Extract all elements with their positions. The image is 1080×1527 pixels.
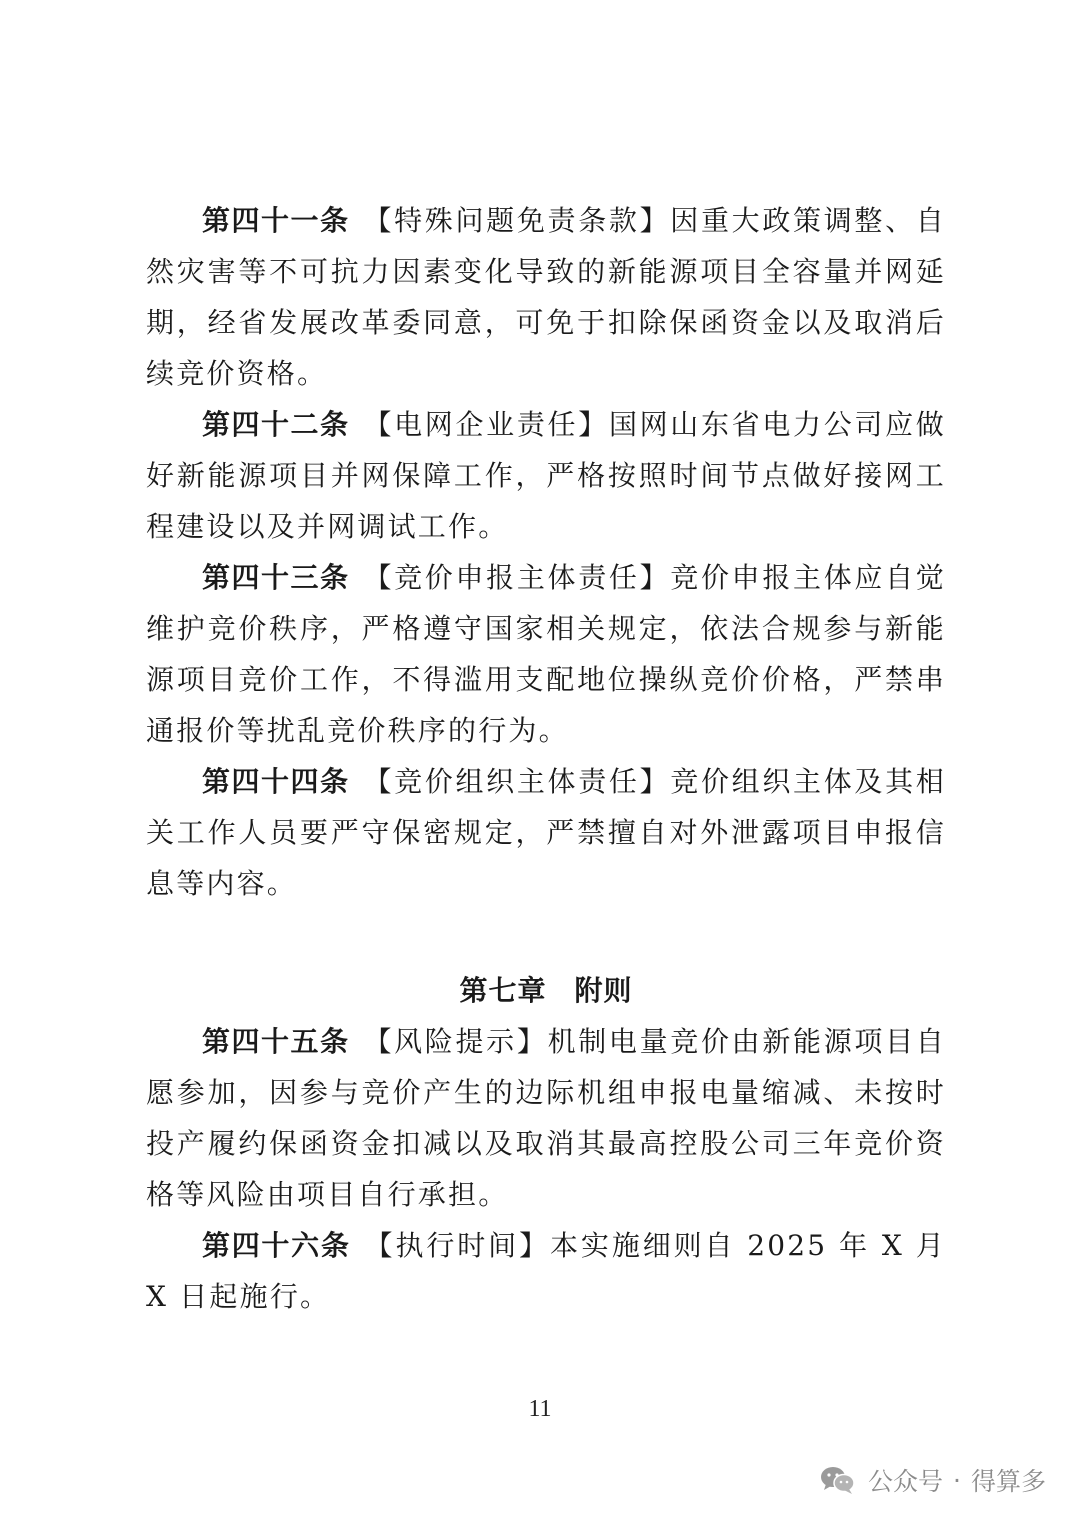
watermark-account: 得算多 bbox=[970, 1467, 1046, 1496]
article-45 bbox=[146, 1016, 946, 1220]
article-41 bbox=[146, 195, 946, 399]
article-text: 竞价组织主体及其相关工作人员要严守保密规定，严禁擅自对外泄露项目申报信息等内容。 bbox=[146, 765, 946, 900]
article-43 bbox=[146, 552, 946, 756]
page-number: 11 bbox=[528, 1396, 552, 1422]
article-text: 本实施细则自 2025 年 X 月 X 日起施行。 bbox=[146, 1229, 946, 1313]
chapter-title: 附则 bbox=[574, 974, 633, 1007]
article-title: 【电网企业责任】 bbox=[363, 408, 609, 441]
article-title: 【竞价申报主体责任】 bbox=[363, 561, 671, 594]
wechat-icon bbox=[820, 1465, 856, 1495]
article-title: 【竞价组织主体责任】 bbox=[363, 765, 671, 798]
article-text: 因重大政策调整、自然灾害等不可抗力因素变化导致的新能源项目全容量并网延期，经省发展改革委同意，可免于扣除保函资金以及取消后续竞价资格。 bbox=[146, 204, 946, 390]
watermark-platform: 公众号 bbox=[868, 1467, 944, 1496]
article-number: 第四十二条 bbox=[202, 408, 350, 441]
article-number: 第四十一条 bbox=[202, 204, 350, 237]
article-title: 【特殊问题免责条款】 bbox=[363, 204, 671, 237]
article-text: 竞价申报主体应自觉维护竞价秩序，严格遵守国家相关规定，依法合规参与新能源项目竞价工作，不得滥用支配地位操纵竞价价格，严禁串通报价等扰乱竞价秩序的行为。 bbox=[146, 561, 946, 747]
article-46 bbox=[146, 1220, 946, 1322]
watermark-separator: · bbox=[953, 1465, 961, 1495]
article-42 bbox=[146, 399, 946, 552]
article-number: 第四十四条 bbox=[202, 765, 350, 798]
document-body bbox=[146, 195, 946, 1322]
article-44 bbox=[146, 756, 946, 909]
article-text: 国网山东省电力公司应做好新能源项目并网保障工作，严格按照时间节点做好接网工程建设以及并网调试工作。 bbox=[146, 408, 946, 543]
article-title: 【风险提示】 bbox=[363, 1025, 548, 1058]
chapter-number: 第七章 bbox=[459, 974, 547, 1007]
article-title: 【执行时间】 bbox=[364, 1229, 550, 1262]
watermark bbox=[820, 1462, 1046, 1498]
article-number: 第四十五条 bbox=[202, 1025, 350, 1058]
article-number: 第四十三条 bbox=[202, 561, 350, 594]
chapter-heading bbox=[146, 965, 946, 1016]
article-number: 第四十六条 bbox=[202, 1229, 351, 1262]
article-text: 机制电量竞价由新能源项目自愿参加，因参与竞价产生的边际机组申报电量缩减、未按时投产履约保函资金扣减以及取消其最高控股公司三年竞价资格等风险由项目自行承担。 bbox=[146, 1025, 946, 1211]
